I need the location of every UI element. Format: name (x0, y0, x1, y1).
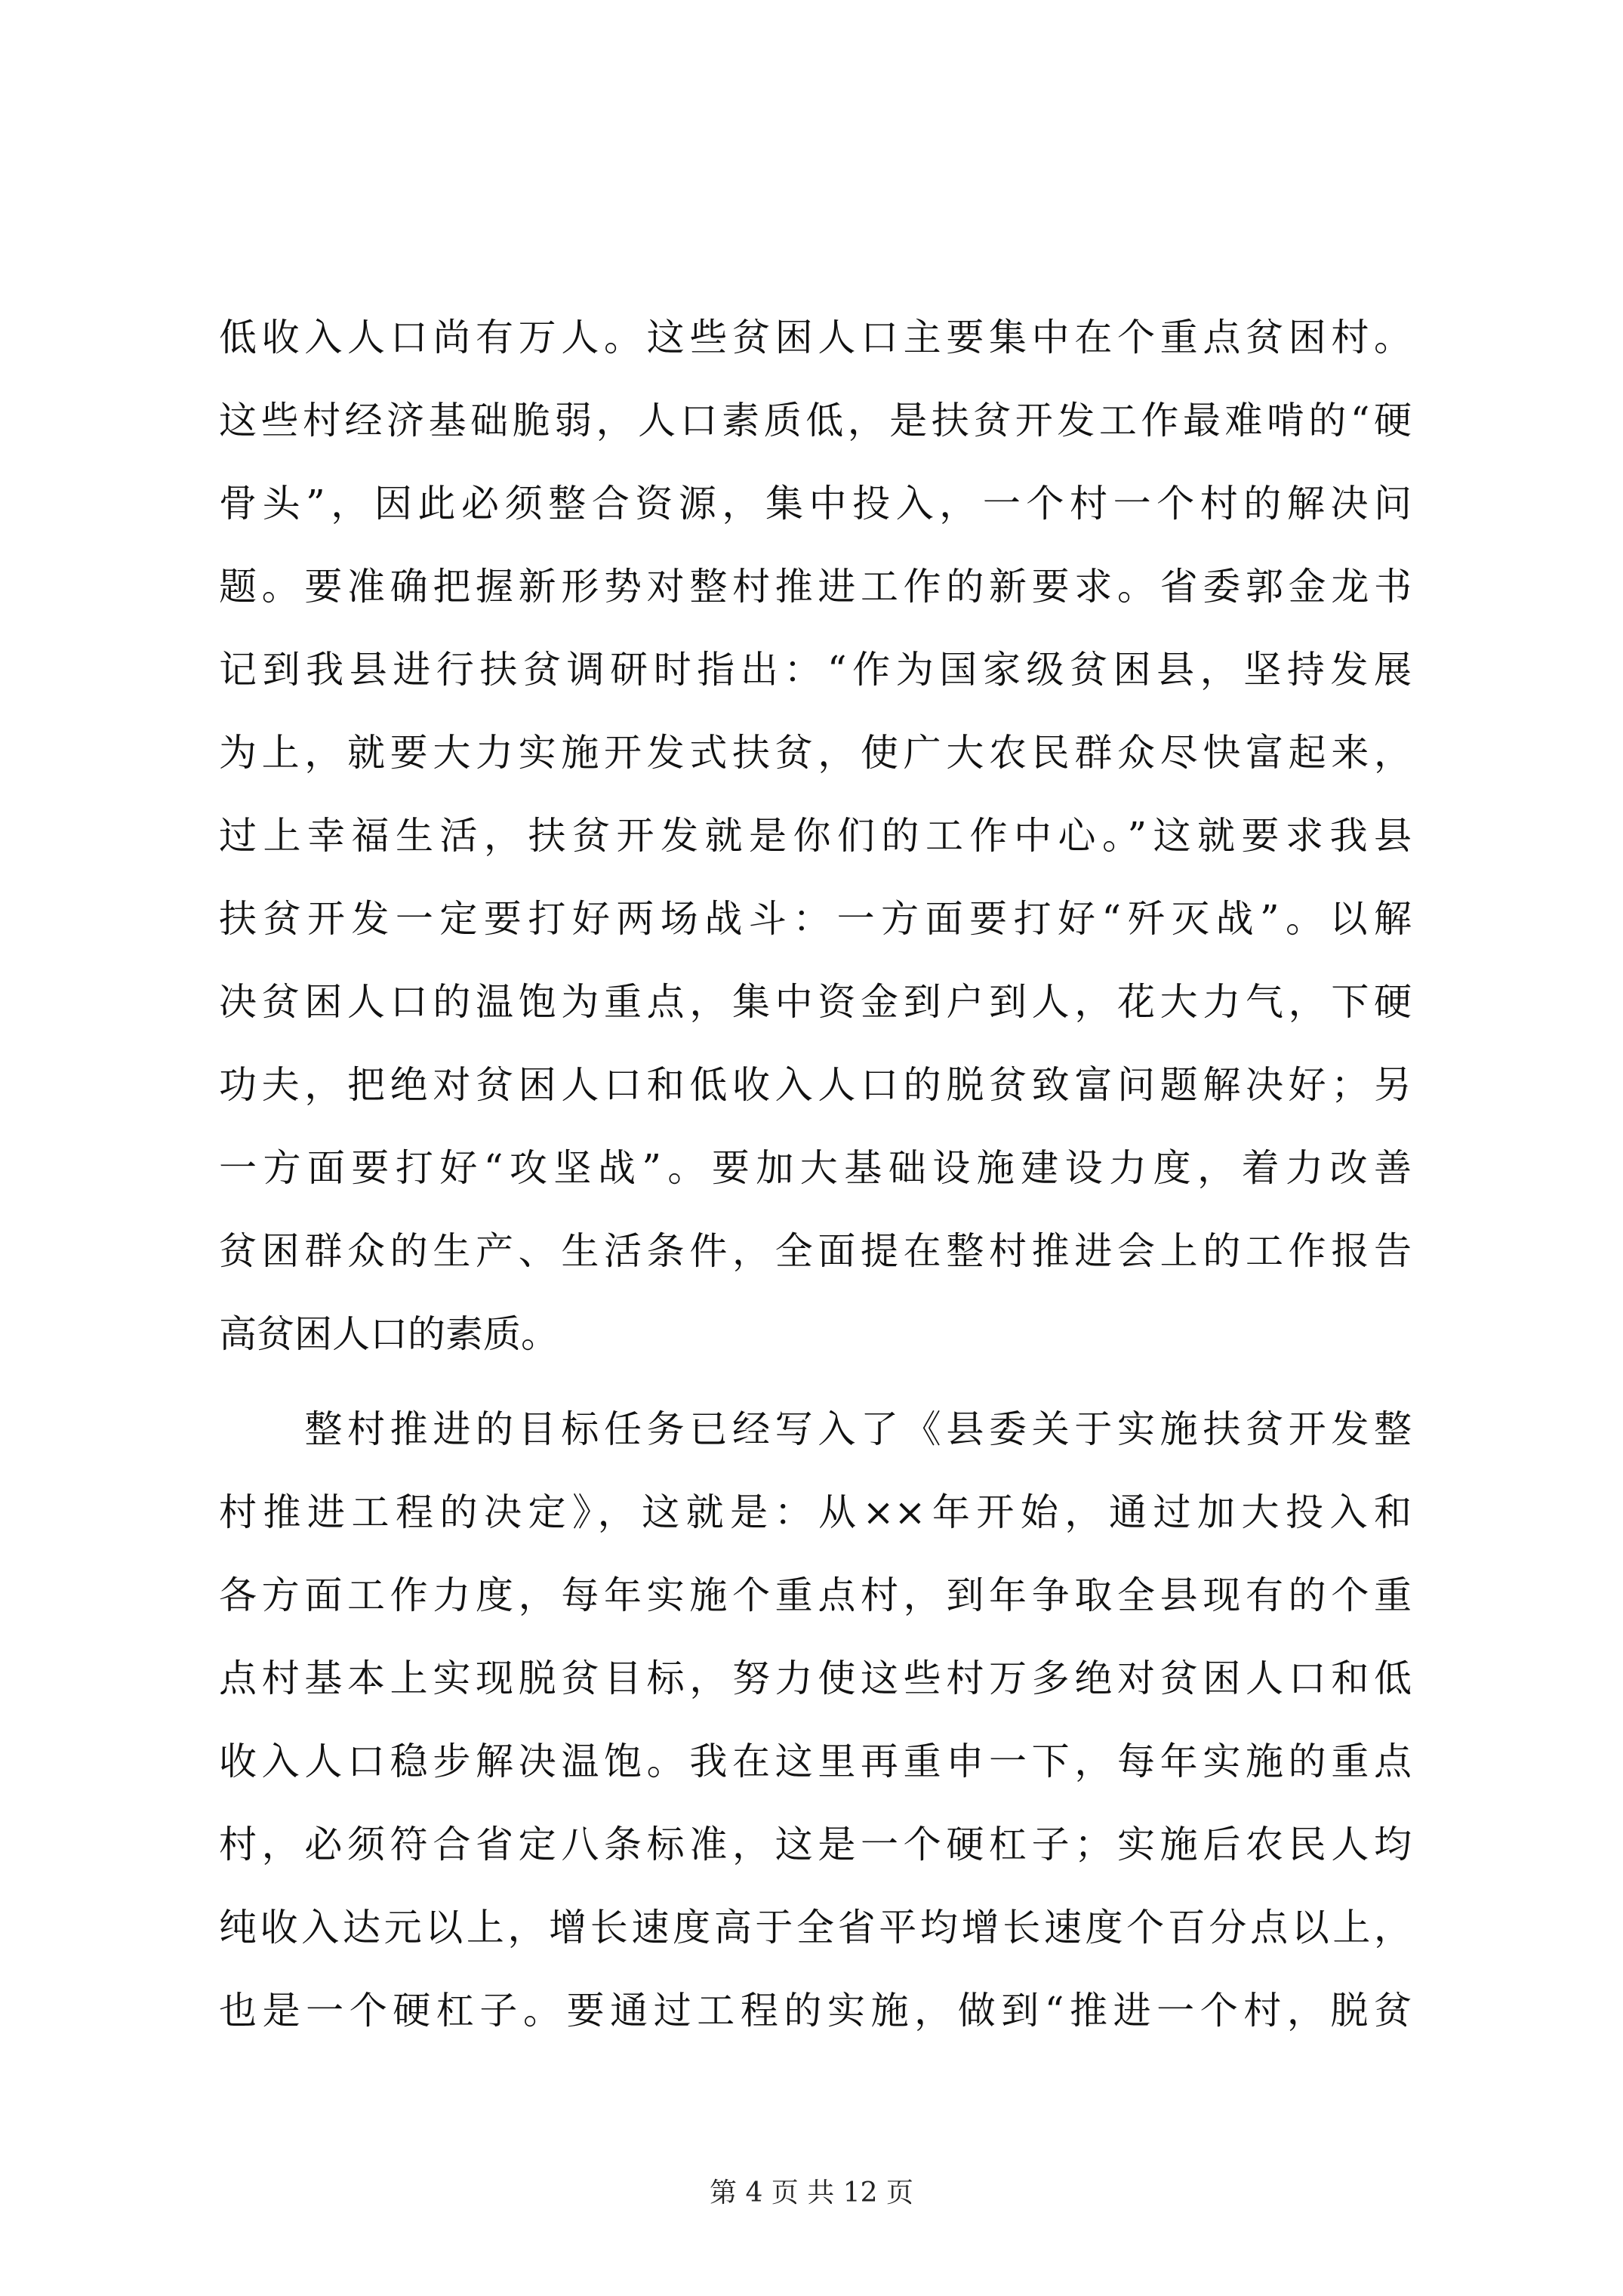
text-line: 村推进工程的决定》，这就是：从××年开始，通过加大投入和 (219, 1490, 1412, 1534)
text-line: 题。要准确把握新形势对整村推进工作的新要求。省委郭金龙书 (219, 565, 1412, 609)
text-line: 决贫困人口的温饱为重点，集中资金到户到人，花大力气，下硬 (219, 980, 1412, 1024)
text-line: 为上，就要大力实施开发式扶贫，使广大农民群众尽快富起来， (219, 731, 1412, 775)
paragraph-2 (219, 1388, 1412, 2052)
text-line: 骨头”，因此必须整合资源，集中投入，一个村一个村的解决问 (219, 482, 1412, 525)
text-line: 点村基本上实现脱贫目标，努力使这些村万多绝对贫困人口和低 (219, 1657, 1412, 1700)
text-line: 低收入人口尚有万人。这些贫困人口主要集中在个重点贫困村。 (219, 316, 1412, 359)
text-line: 过上幸福生活，扶贫开发就是你们的工作中心。”这就要求我县 (219, 814, 1412, 858)
text-line: 这些村经济基础脆弱，人口素质低，是扶贫开发工作最难啃的“硬 (219, 399, 1412, 442)
text-line: 村，必须符合省定八条标准，这是一个硬杠子；实施后农民人均 (219, 1823, 1412, 1866)
text-line: 也是一个硬杠子。要通过工程的实施，做到“推进一个村，脱贫 (219, 1989, 1412, 2032)
text-line: 扶贫开发一定要打好两场战斗：一方面要打好“歼灭战”。以解 (219, 897, 1412, 941)
text-line: 收入人口稳步解决温饱。我在这里再重申一下，每年实施的重点 (219, 1740, 1412, 1783)
text-line: 贫困群众的生产、生活条件，全面提在整村推进会上的工作报告 (219, 1229, 1412, 1273)
body-text (219, 296, 1412, 2052)
text-line: 各方面工作力度，每年实施个重点村，到年争取全县现有的个重 (219, 1573, 1412, 1617)
text-line: 整村推进的目标任务已经写入了《县委关于实施扶贫开发整 (219, 1407, 1412, 1451)
page-number-footer: 第 4 页 共 12 页 (710, 2177, 913, 2208)
text-line: 纯收入达元以上，增长速度高于全省平均增长速度个百分点以上， (219, 1906, 1412, 1949)
text-line: 一方面要打好“攻坚战”。要加大基础设施建设力度，着力改善 (219, 1146, 1412, 1190)
text-line: 记到我县进行扶贫调研时指出：“作为国家级贫困县，坚持发展 (219, 648, 1412, 692)
text-line: 高贫困人口的素质。 (219, 1312, 559, 1356)
text-line: 功夫，把绝对贫困人口和低收入人口的脱贫致富问题解决好；另 (219, 1063, 1412, 1107)
paragraph-1 (219, 296, 1412, 1376)
